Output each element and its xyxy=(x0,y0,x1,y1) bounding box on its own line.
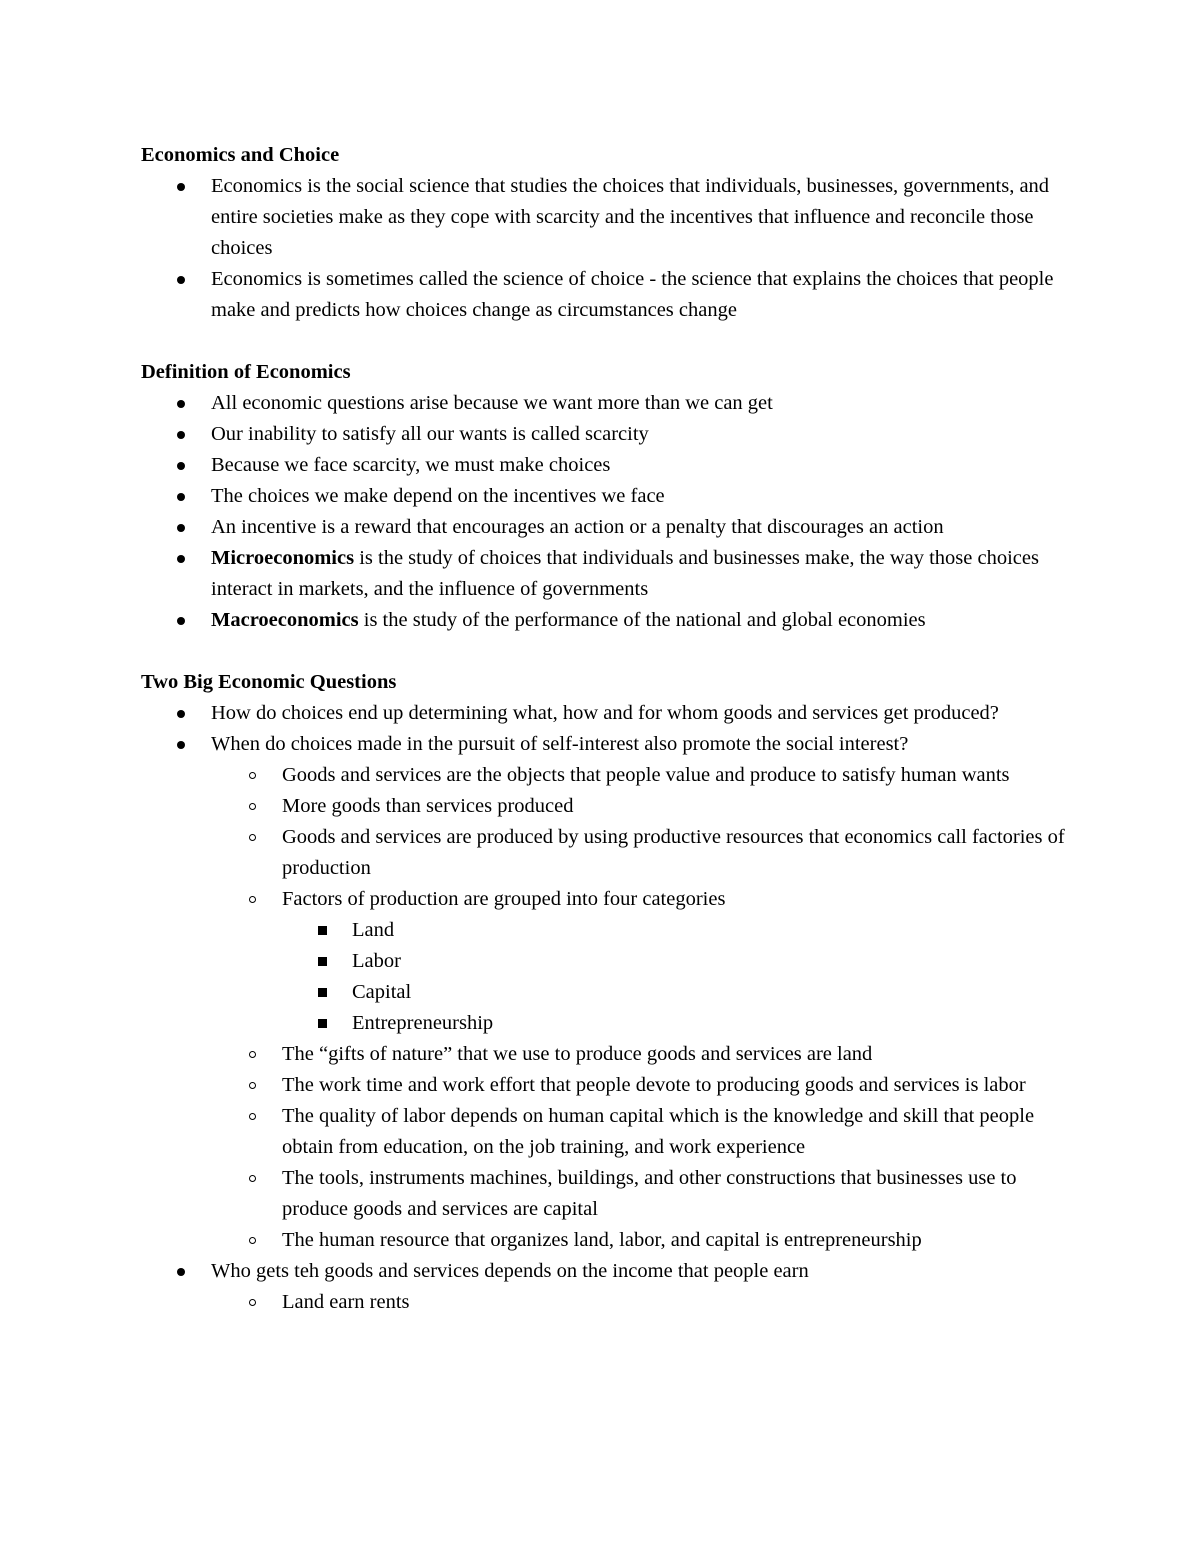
section-heading: Definition of Economics xyxy=(141,361,351,383)
list-item: Economics is sometimes called the science of choice - the science that explains the choices that people make and predicts how choices change as circumstances change xyxy=(141,264,1071,326)
bullet-circle-icon xyxy=(242,822,262,853)
sub-list-item: Land earn rents xyxy=(141,1287,1071,1318)
sub-list-item: Goods and services are the objects that people value and produce to satisfy human wants xyxy=(141,760,1071,791)
sub-list-item: The work time and work effort that people devote to producing goods and services is labor xyxy=(141,1070,1071,1101)
bullet-disc-icon xyxy=(171,729,191,760)
bullet-circle-icon xyxy=(242,1225,262,1256)
sub-list-item: More goods than services produced xyxy=(141,791,1071,822)
bullet-disc-icon xyxy=(171,481,191,512)
bullet-square-icon xyxy=(312,946,332,977)
section-definition-of-economics xyxy=(141,357,1071,636)
factor-item-labor: Labor xyxy=(141,946,1071,977)
bullet-square-icon xyxy=(312,1008,332,1039)
list-item: An incentive is a reward that encourages an action or a penalty that discourages an action xyxy=(141,512,1071,543)
sub-list-item: Goods and services are produced by using productive resources that economics call factories of production xyxy=(141,822,1071,884)
list-item: The choices we make depend on the incentives we face xyxy=(141,481,1071,512)
factor-item-land: Land xyxy=(141,915,1071,946)
bullet-disc-icon xyxy=(171,698,191,729)
bullet-disc-icon xyxy=(171,419,191,450)
bullet-circle-icon xyxy=(242,791,262,822)
list-item: Because we face scarcity, we must make choices xyxy=(141,450,1071,481)
bullet-disc-icon xyxy=(171,1256,191,1287)
section-heading: Economics and Choice xyxy=(141,144,340,166)
bullet-circle-icon xyxy=(242,1163,262,1194)
term-macroeconomics: Macroeconomics xyxy=(211,609,359,631)
bullet-circle-icon xyxy=(242,760,262,791)
document-page xyxy=(141,140,1071,1349)
bullet-disc-icon xyxy=(171,543,191,574)
list-item: All economic questions arise because we want more than we can get xyxy=(141,388,1071,419)
list-item: How do choices end up determining what, how and for whom goods and services get produced? xyxy=(141,698,1071,729)
sub-list-item: Factors of production are grouped into four categories xyxy=(141,884,1071,915)
sub-list-item: The “gifts of nature” that we use to produce goods and services are land xyxy=(141,1039,1071,1070)
bullet-circle-icon xyxy=(242,1070,262,1101)
bullet-circle-icon xyxy=(242,1101,262,1132)
sub-list-item: The tools, instruments machines, buildings, and other constructions that businesses use to produce goods and services are capital xyxy=(141,1163,1071,1225)
term-microeconomics: Microeconomics xyxy=(211,547,355,569)
bullet-circle-icon xyxy=(242,1287,262,1318)
bullet-disc-icon xyxy=(171,264,191,295)
bullet-disc-icon xyxy=(171,605,191,636)
section-economics-and-choice xyxy=(141,140,1071,326)
bullet-square-icon xyxy=(312,915,332,946)
list-item: When do choices made in the pursuit of self-interest also promote the social interest? xyxy=(141,729,1071,760)
bullet-circle-icon xyxy=(242,884,262,915)
bullet-square-icon xyxy=(312,977,332,1008)
bullet-circle-icon xyxy=(242,1039,262,1070)
bullet-disc-icon xyxy=(171,388,191,419)
list-item: Economics is the social science that studies the choices that individuals, businesses, governments, and entire societies make as they cope with scarcity and the incentives that influence and reconcile those choices xyxy=(141,171,1071,264)
bullet-disc-icon xyxy=(171,450,191,481)
sub-list-item: The quality of labor depends on human capital which is the knowledge and skill that people obtain from education, on the job training, and work experience xyxy=(141,1101,1071,1163)
list-item-microeconomics: Microeconomics is the study of choices that individuals and businesses make, the way those choices interact in markets, and the influence of governments xyxy=(141,543,1071,605)
bullet-disc-icon xyxy=(171,512,191,543)
factor-item-entrepreneurship: Entrepreneurship xyxy=(141,1008,1071,1039)
list-item: Who gets teh goods and services depends on the income that people earn xyxy=(141,1256,1071,1287)
list-item-macroeconomics: Macroeconomics is the study of the performance of the national and global economies xyxy=(141,605,1071,636)
bullet-disc-icon xyxy=(171,171,191,202)
list-item: Our inability to satisfy all our wants is called scarcity xyxy=(141,419,1071,450)
sub-list-item: The human resource that organizes land, labor, and capital is entrepreneurship xyxy=(141,1225,1071,1256)
section-two-big-economic-questions xyxy=(141,667,1071,1318)
section-heading: Two Big Economic Questions xyxy=(141,671,397,693)
factor-item-capital: Capital xyxy=(141,977,1071,1008)
